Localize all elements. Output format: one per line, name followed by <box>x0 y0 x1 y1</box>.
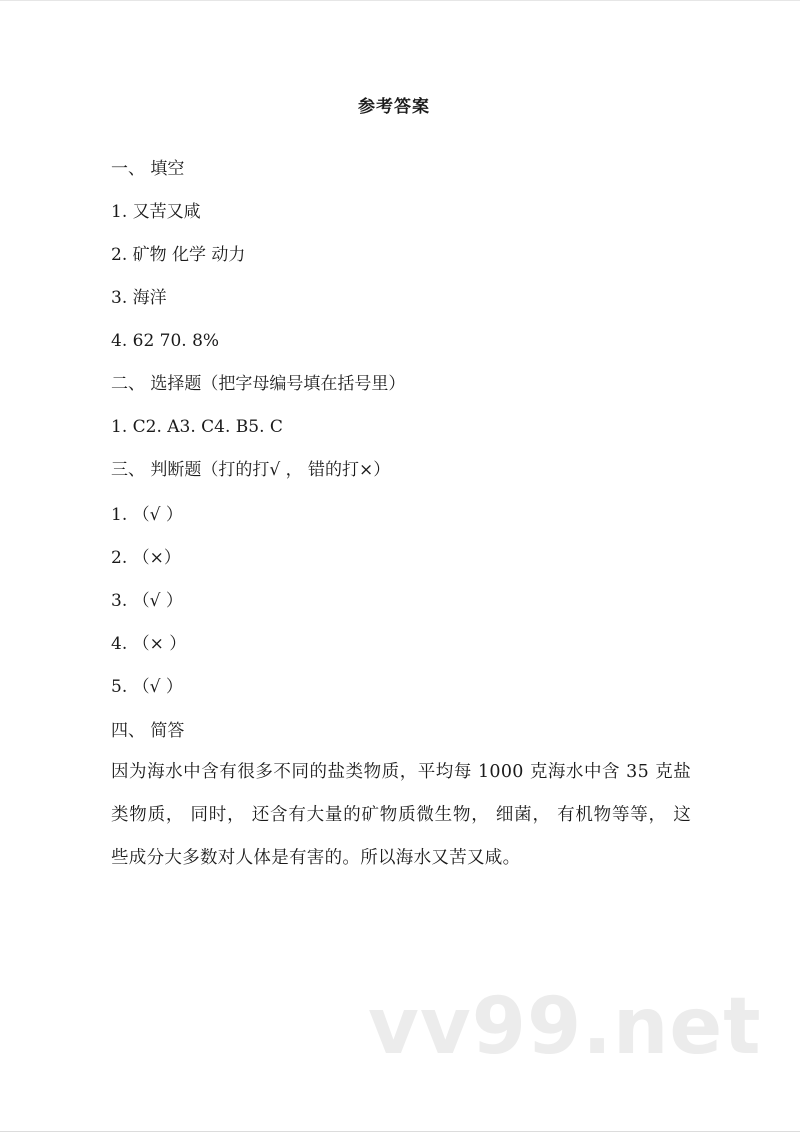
fill-blank-answer-4: 4. 62 70. 8% <box>111 331 220 351</box>
section-heading-fill-blank: 一、 填空 <box>111 159 185 179</box>
judge-answer-4: 4. （× ） <box>111 634 187 654</box>
page-top-divider <box>0 0 800 1</box>
watermark: vv99.net <box>368 982 762 1072</box>
judge-answer-5: 5. （√ ） <box>111 677 183 697</box>
choice-answers: 1. C2. A3. C4. B5. C <box>111 417 283 437</box>
judge-answer-3: 3. （√ ） <box>111 591 183 611</box>
fill-blank-answer-1: 1. 又苦又咸 <box>111 202 201 222</box>
page-title: 参考答案 <box>358 97 430 117</box>
section-heading-short-answer: 四、 简答 <box>111 721 185 741</box>
page-bottom-divider <box>0 1131 800 1132</box>
judge-answer-2: 2. （×） <box>111 548 181 568</box>
short-answer-text: 因为海水中含有很多不同的盐类物质，平均每 1000 克海水中含 35 克盐类物质， 同时， 还含有大量的矿物质微生物， 细菌， 有机物等等， 这些成分大多数对人体是有害的。所以海水又苦又咸。 <box>111 762 691 868</box>
fill-blank-answer-3: 3. 海洋 <box>111 288 167 308</box>
section-heading-choice: 二、 选择题（把字母编号填在括号里） <box>111 374 406 394</box>
judge-answer-1: 1. （√ ） <box>111 505 183 525</box>
fill-blank-answer-2: 2. 矿物 化学 动力 <box>111 245 246 265</box>
section-heading-judge: 三、 判断题（打的打√ ， 错的打×） <box>111 460 391 480</box>
